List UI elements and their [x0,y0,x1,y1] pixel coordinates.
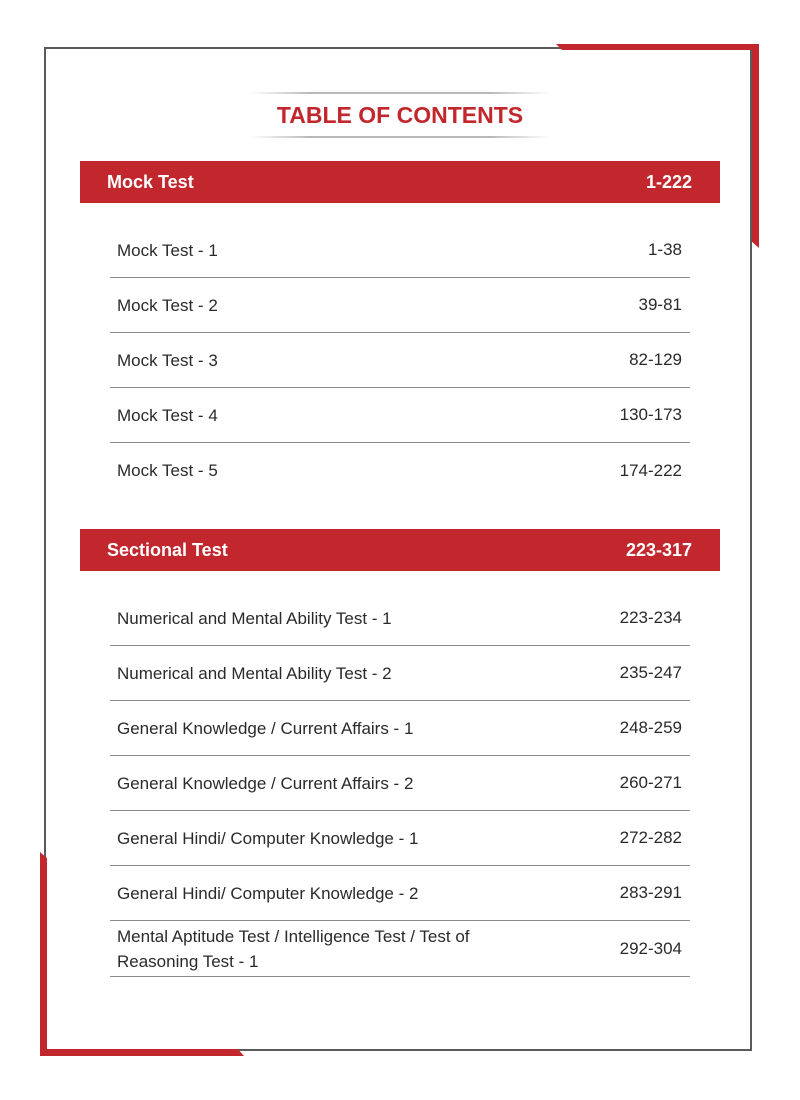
entry-label: Mock Test - 5 [117,461,218,480]
toc-entry [110,646,690,701]
title-block [250,92,550,138]
toc-entry [110,443,690,498]
sectional-test-list [110,591,690,977]
corner-accent-bottom-left-horizontal [40,1049,244,1056]
entry-label: Mock Test - 2 [117,295,218,315]
entry-pages: 1-38 [647,240,682,259]
mock-test-list [110,223,690,498]
entry-pages: 260-271 [619,773,682,792]
toc-entry [110,333,690,388]
section-header-sectional-test [80,529,720,571]
toc-entry [110,756,690,811]
corner-accent-top-right-vertical [752,44,759,248]
entry-label [117,924,470,974]
toc-entry [110,388,690,443]
entry-label: Numerical and Mental Ability Test - 2 [117,663,392,683]
entry-pages: 272-282 [619,828,682,847]
entry-label: General Hindi/ Computer Knowledge - 1 [117,828,419,848]
section-pages: 223-317 [625,539,692,560]
corner-accent-top-right-horizontal [556,44,759,50]
entry-pages: 292-304 [619,938,682,958]
entry-label: Mock Test - 1 [117,240,218,260]
entry-pages: 130-173 [619,405,682,424]
title-rule-bottom [250,136,550,138]
entry-pages: 235-247 [619,663,682,682]
entry-label: General Knowledge / Current Affairs - 1 [117,718,414,738]
entry-pages: 39-81 [638,295,682,314]
entry-label-line-2: Reasoning Test - 1 [117,951,259,971]
entry-pages: 283-291 [619,883,682,902]
section-header-mock-test [80,161,720,203]
section-pages: 1-222 [645,171,692,192]
entry-label: Mock Test - 4 [117,405,218,425]
entry-pages: 82-129 [629,350,682,369]
toc-entry [110,921,690,977]
entry-pages: 174-222 [619,460,682,480]
toc-entry [110,866,690,921]
entry-label: General Hindi/ Computer Knowledge - 2 [117,883,419,903]
entry-label: Numerical and Mental Ability Test - 1 [117,608,392,628]
section-title: Sectional Test [107,539,228,560]
entry-label: Mock Test - 3 [117,350,218,370]
entry-pages: 223-234 [619,608,682,627]
toc-entry [110,591,690,646]
toc-entry [110,223,690,278]
title-rule-top [250,92,550,94]
toc-entry [110,278,690,333]
entry-label-line-1: Mental Aptitude Test / Intelligence Test / Test of [117,926,470,946]
toc-entry [110,811,690,866]
entry-pages: 248-259 [619,718,682,737]
toc-entry [110,701,690,756]
section-title: Mock Test [107,171,194,192]
page-title: TABLE OF CONTENTS [276,101,524,128]
entry-label: General Knowledge / Current Affairs - 2 [117,773,414,793]
corner-accent-bottom-left-vertical [40,852,47,1056]
